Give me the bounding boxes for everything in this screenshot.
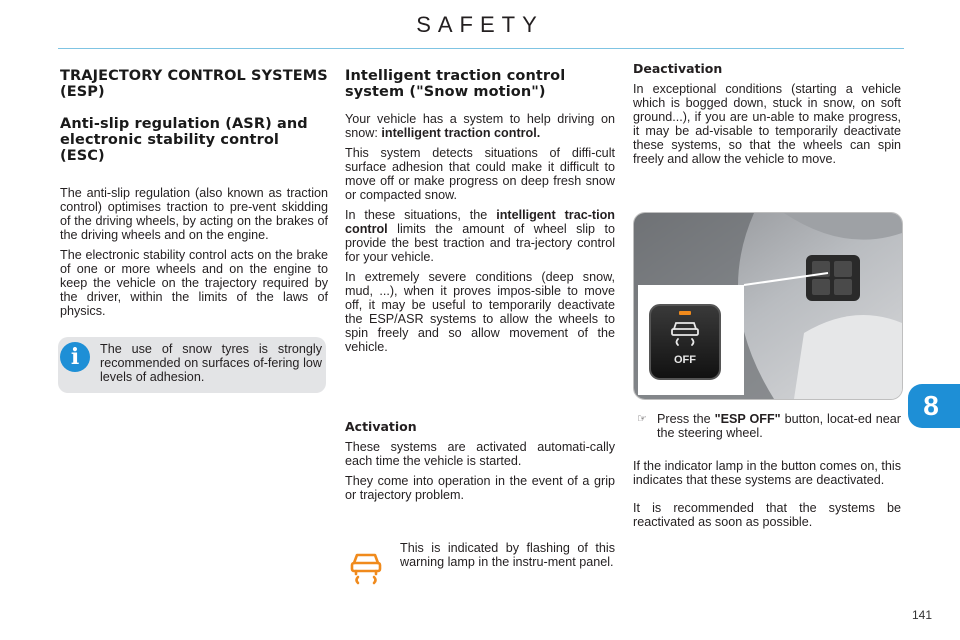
- pointing-hand-icon: ☞: [637, 413, 647, 425]
- info-note-box: [58, 337, 326, 393]
- activation-section: [345, 420, 615, 508]
- column-esp: [60, 62, 328, 324]
- paragraph-esc: The electronic stability control acts on the brake of one or more wheels and on the engine to keep the vehicle on the trajectory required by the driver, within the limits of the laws of physics.: [60, 248, 328, 318]
- paragraph-deactivation: In exceptional conditions (starting a vehicle which is bogged down, stuck in snow, on soft ground...), if you are un-able to make progress, it may be ad-visable to temporarily deactivate these systems, so that the wheels can spin freely and allow the vehicle to move.: [633, 82, 901, 166]
- paragraph-indicator-lamp: If the indicator lamp in the button comes on, this indicates that these systems are deactivated.: [633, 459, 901, 487]
- instruction-text: [657, 412, 901, 440]
- esp-warning-lamp-icon: [346, 547, 386, 587]
- bold-fragment: intelligent trac-tion control: [345, 208, 615, 236]
- paragraph-activation-1: These systems are activated automati-cally each time the vehicle is started.: [345, 440, 615, 468]
- dashboard-illustration: [634, 213, 902, 399]
- paragraph-snow-detect: This system detects situations of diffi-cult surface adhesion that could make it difficult to move off or make progress on deep fresh snow or compacted snow.: [345, 146, 615, 202]
- paragraph-asr: The anti-slip regulation (also known as traction control) optimises traction to pre-vent skidding of the driving wheels, by acting on the brakes of the driving wheels and on the engine.: [60, 186, 328, 242]
- bold-fragment: intelligent traction control.: [381, 126, 541, 140]
- text-fragment: limits the amount of wheel slip to provide the best traction and tra-jectory control for your vehicle.: [345, 222, 615, 264]
- column-snow-motion: [345, 62, 615, 360]
- chapter-number: 8: [923, 390, 939, 421]
- text-fragment: button, locat-ed near the steering wheel.: [657, 412, 901, 440]
- instruction-press-esp-off: [633, 412, 901, 440]
- section-title-snow-motion: Intelligent traction control system ("Snow motion"): [345, 68, 566, 100]
- chapter-tab: [908, 384, 960, 428]
- text-fragment: Press the: [657, 412, 715, 426]
- page-title: SAFETY: [416, 12, 544, 37]
- info-note-text: The use of snow tyres is strongly recommended on surfaces of-fering low levels of adhesion.: [100, 342, 322, 384]
- paragraph-snow-severe: In extremely severe conditions (deep snow, mud, ...), when it proves impos-sible to move off, it may be useful to temporarily deactivate the ESP/ASR systems to allow the wheels to spin freely and so allow movement of the vehicle.: [345, 270, 615, 354]
- deactivation-heading: Deactivation: [633, 61, 723, 76]
- info-icon: i: [60, 342, 90, 372]
- paragraph-snow-limits: [345, 208, 615, 264]
- header-divider: [58, 48, 904, 49]
- paragraph-activation-2: They come into operation in the event of a grip or trajectory problem.: [345, 474, 615, 502]
- warning-lamp-text: This is indicated by flashing of this warning lamp in the instru-ment panel.: [400, 541, 615, 569]
- activation-heading: Activation: [345, 419, 417, 434]
- section-subtitle-asr-esc: Anti-slip regulation (ASR) and electronic stability control (ESC): [60, 116, 308, 164]
- off-label: OFF: [674, 354, 696, 366]
- paragraph-snow-intro: [345, 112, 615, 140]
- column-deactivation: [633, 62, 901, 172]
- bold-fragment: "ESP OFF": [714, 412, 781, 426]
- esp-off-button-photo: [633, 212, 903, 400]
- deactivation-notes: [633, 459, 901, 543]
- page-number: 141: [912, 608, 933, 622]
- text-fragment: Your vehicle has a system to help driving on snow:: [345, 112, 615, 140]
- paragraph-reactivate: It is recommended that the systems be reactivated as soon as possible.: [633, 501, 901, 529]
- text-fragment: In these situations, the: [345, 208, 497, 222]
- section-title-esp: TRAJECTORY CONTROL SYSTEMS (ESP): [60, 68, 328, 100]
